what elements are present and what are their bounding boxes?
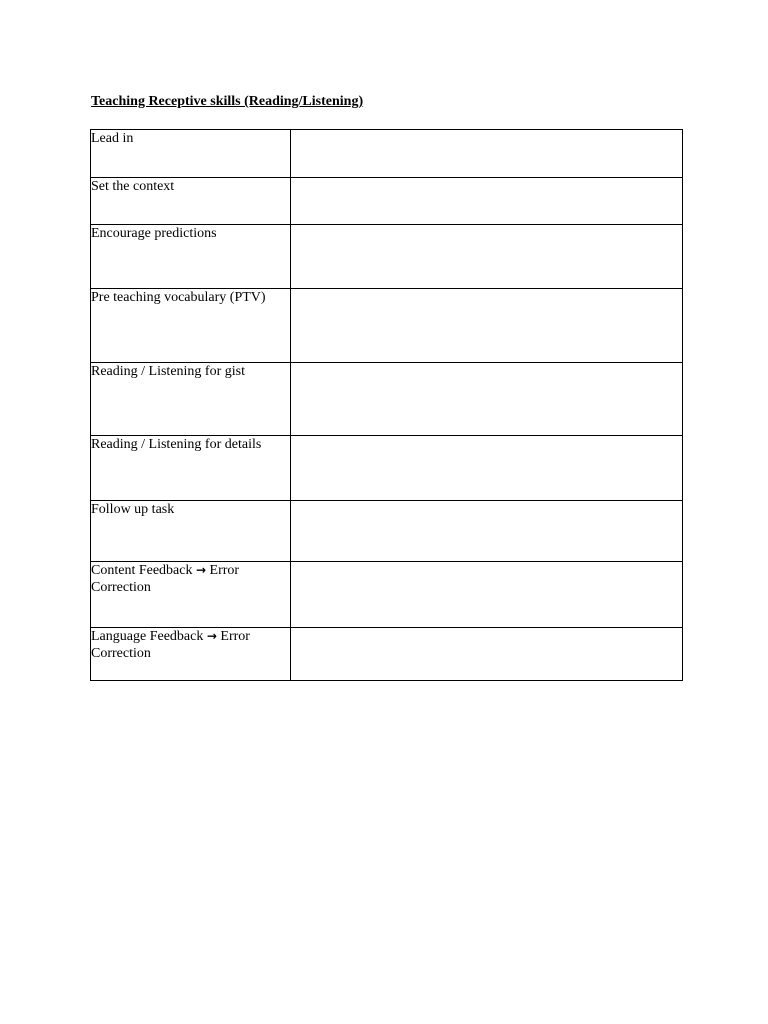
table-row [91,628,683,681]
table-row [91,501,683,562]
stage-label-part: Content Feedback [91,563,196,578]
page-title: Teaching Receptive skills (Reading/Listening) [91,94,364,109]
table-row [91,562,683,628]
stage-label: Encourage predictions [91,226,217,241]
stage-cell [91,289,291,363]
stage-label [91,628,290,662]
table-row [91,225,683,289]
stage-label [91,562,290,596]
stage-label-part: Language Feedback [91,629,207,644]
stage-cell [91,363,291,436]
stage-cell [91,130,291,178]
stage-cell [91,436,291,501]
stage-cell [91,178,291,225]
stage-label-part: Error Correction [91,563,240,595]
notes-cell[interactable] [291,363,683,436]
stage-label: Reading / Listening for gist [91,364,245,379]
lesson-stages-table [90,129,683,681]
stage-label: Pre teaching vocabulary (PTV) [91,290,266,305]
stage-label: Set the context [91,179,175,194]
table-row [91,363,683,436]
notes-cell[interactable] [291,289,683,363]
notes-cell[interactable] [291,628,683,681]
notes-cell[interactable] [291,225,683,289]
notes-cell[interactable] [291,130,683,178]
table-row [91,289,683,363]
stage-cell [91,501,291,562]
right-arrow-icon: → [195,563,207,577]
table-row [91,130,683,178]
stage-cell [91,562,291,628]
notes-cell[interactable] [291,501,683,562]
stage-cell [91,628,291,681]
stage-label-part: Error Correction [91,629,250,661]
table-row [91,436,683,501]
stage-label: Reading / Listening for details [91,437,262,452]
table-row [91,178,683,225]
right-arrow-icon: → [206,629,217,643]
stage-label: Follow up task [91,502,175,517]
notes-cell[interactable] [291,178,683,225]
stage-cell [91,225,291,289]
stage-label: Lead in [91,131,134,146]
notes-cell[interactable] [291,562,683,628]
notes-cell[interactable] [291,436,683,501]
